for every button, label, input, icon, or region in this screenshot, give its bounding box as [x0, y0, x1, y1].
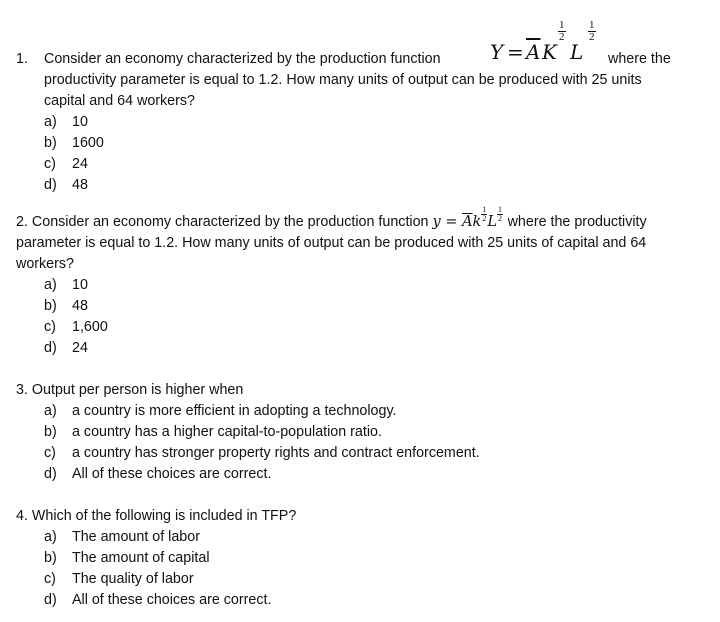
option-text: 10	[72, 114, 88, 130]
question-number: 1.	[16, 51, 28, 67]
formula-symbol: $\overline{A}$	[526, 40, 541, 64]
answer-option	[44, 464, 271, 484]
option-label: a)	[44, 403, 57, 419]
option-text: 24	[72, 340, 88, 356]
option-text: All of these choices are correct.	[72, 466, 272, 482]
fraction-denominator: 2	[559, 31, 565, 43]
question-text-line: workers?	[16, 256, 74, 272]
answer-option	[44, 275, 88, 295]
answer-option	[44, 154, 88, 174]
option-text: 1,600	[72, 319, 108, 335]
option-label: c)	[44, 156, 56, 172]
option-label: d)	[44, 592, 57, 608]
formula-symbol: Y	[490, 40, 504, 64]
question-text-line: Consider an economy characterized by the production function	[44, 51, 441, 67]
answer-option	[44, 401, 397, 421]
answer-option	[44, 112, 88, 132]
answer-option	[44, 338, 88, 358]
option-text: 1600	[72, 135, 104, 151]
fraction-numerator: 1	[482, 205, 487, 214]
option-text: 48	[72, 298, 88, 314]
answer-option	[44, 569, 194, 589]
answer-option	[44, 527, 200, 547]
question-number: 2.	[16, 214, 28, 230]
answer-option	[44, 133, 104, 153]
question-text: Output per person is higher when	[31, 382, 244, 398]
fraction-denominator: 2	[482, 214, 487, 223]
option-text: The amount of capital	[72, 550, 210, 566]
answer-option	[44, 422, 382, 442]
option-label: a)	[44, 114, 57, 130]
answer-option	[44, 296, 88, 316]
production-function-formula	[490, 14, 602, 64]
option-text: 48	[72, 177, 88, 193]
fraction-denominator: 2	[589, 31, 595, 43]
formula-symbol: y	[432, 214, 441, 230]
question-text: Consider an economy characterized by the production function	[31, 214, 429, 230]
question-text-line	[16, 380, 243, 400]
formula-symbol: L	[570, 40, 584, 64]
question-text-line: where the	[608, 51, 671, 67]
question-text: where the productivity	[507, 214, 647, 230]
option-label: a)	[44, 529, 57, 545]
question-text: Which of the following is included in TFP?	[31, 508, 297, 524]
option-label: d)	[44, 177, 57, 193]
option-text: All of these choices are correct.	[72, 592, 272, 608]
fraction-numerator: 1	[559, 19, 565, 31]
option-label: b)	[44, 424, 57, 440]
option-label: b)	[44, 298, 57, 314]
answer-option	[44, 590, 271, 610]
option-text: 10	[72, 277, 88, 293]
formula-symbol: k	[472, 214, 482, 230]
option-label: c)	[44, 445, 56, 461]
option-label: d)	[44, 340, 57, 356]
option-text: The amount of labor	[72, 529, 200, 545]
question-text-line	[16, 506, 296, 526]
exponent-fraction	[588, 20, 596, 43]
question-text-line: capital and 64 workers?	[44, 93, 195, 109]
option-label: b)	[44, 550, 57, 566]
option-label: c)	[44, 571, 56, 587]
fraction-denominator: 2	[497, 214, 502, 223]
question-number: 4.	[16, 508, 28, 524]
answer-option	[44, 175, 88, 195]
formula-symbol: =	[445, 214, 458, 230]
question-number: 3.	[16, 382, 28, 398]
option-text: a country is more efficient in adopting a technology.	[72, 403, 397, 419]
fraction-numerator: 1	[589, 19, 595, 31]
option-text: a country has a higher capital-to-population ratio.	[72, 424, 382, 440]
option-label: c)	[44, 319, 56, 335]
question-text-line: productivity parameter is equal to 1.2. How many units of output can be produced with 25 units	[44, 72, 642, 88]
answer-option	[44, 317, 108, 337]
formula-symbol: $\overline{A}$	[462, 214, 473, 230]
option-text: The quality of labor	[72, 571, 194, 587]
formula-symbol: =	[507, 40, 524, 64]
option-label: d)	[44, 466, 57, 482]
question-text-line	[16, 205, 647, 232]
fraction-numerator: 1	[497, 205, 502, 214]
formula-symbol: L	[487, 214, 497, 230]
formula-symbol: K	[542, 40, 557, 64]
option-text: 24	[72, 156, 88, 172]
answer-option	[44, 548, 210, 568]
option-text: a country has stronger property rights and contract enforcement.	[72, 445, 480, 461]
production-function-formula	[432, 205, 507, 230]
option-label: b)	[44, 135, 57, 151]
question-text-line: parameter is equal to 1.2. How many units of output can be produced with 25 units of capital and 64	[16, 235, 647, 251]
answer-option	[44, 443, 480, 463]
exponent-fraction	[497, 206, 503, 223]
option-label: a)	[44, 277, 57, 293]
exponent-fraction	[558, 20, 566, 43]
